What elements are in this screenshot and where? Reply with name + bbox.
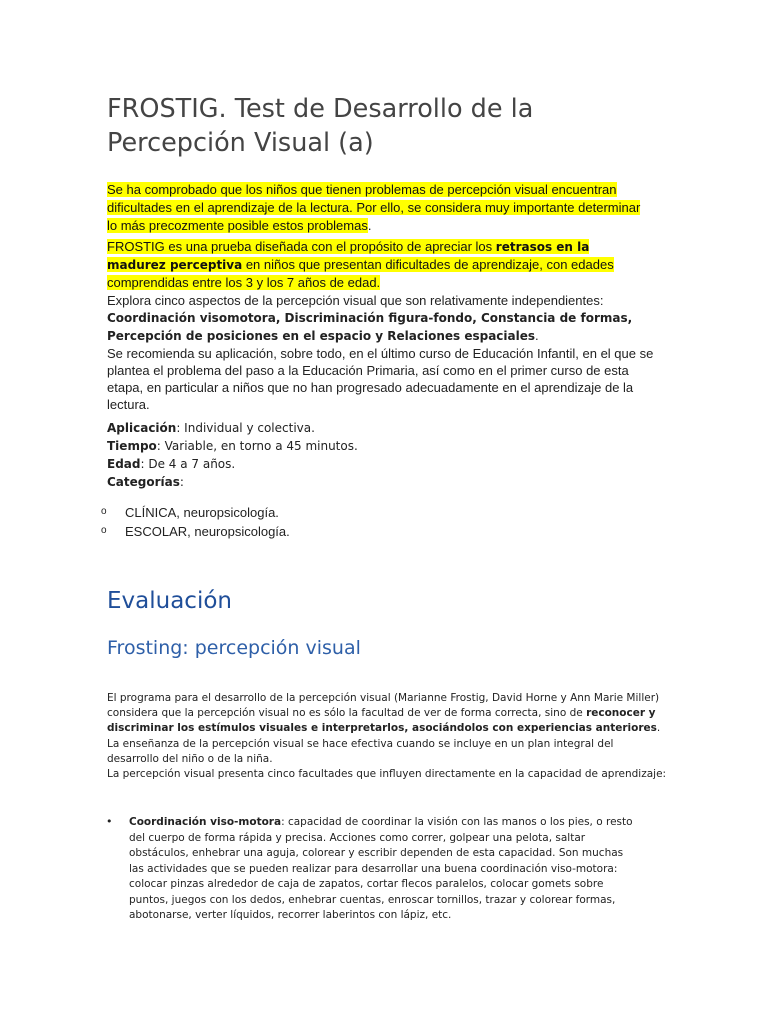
programa-paragraph: El programa para el desarrollo de la percepción visual (Marianne Frostig, David Horne y Ann Marie Miller) considera que la percepción visual no es sólo la facultad de ver de forma correcta, sino de reconocer y discriminar los estímulos visuales e interpretarlos, asociándolos con experiencias anteriores. La enseñanza de la percepción visual se hace efectiva cuando se incluye en un plan integral del desarrollo del niño o de la niña. xyxy=(107,692,661,765)
document-title: FROSTIG. Test de Desarrollo de la Percepción Visual (a) xyxy=(107,94,534,158)
list-item: o CLÍNICA, neuropsicología. xyxy=(101,503,290,522)
meta-edad: Edad: De 4 a 7 años. xyxy=(107,457,236,471)
list-item: • Coordinación viso-motora: capacidad de coordinar la visión con las manos o los pies, o resto del cuerpo de forma rápida y precisa. Acciones como correr, golpear una pelota, saltar obstáculos, enhebrar una aguja, colorear y escribir dependen de esta capacidad. Son muchas las actividades que se pueden realizar para desarrollar una buena coordinación viso-motora: colocar pinzas alrededor de caja de zapatos, cortar flecos paralelos, colocar gomets sobre puntos, juegos con los dedos, enhebrar cuentas, enroscar tornillos, trazar y colorear formas, abotonarse, verter líquidos, recorrer laberintos con lápiz, etc. xyxy=(106,815,633,921)
circle-bullet-icon: o xyxy=(101,525,107,536)
frosting-heading: Frosting: percepción visual xyxy=(107,637,361,659)
meta-tiempo: Tiempo: Variable, en torno a 45 minutos. xyxy=(107,439,358,453)
aspects-bold: Coordinación visomotora, Discriminación figura-fondo, Constancia de formas, Percepción de posiciones en el espacio y Relaciones espaciales xyxy=(107,311,633,343)
meta-aplicacion: Aplicación: Individual y colectiva. xyxy=(107,421,315,435)
test-metadata xyxy=(107,419,358,491)
programa-bold: reconocer y discriminar los estímulos visuales e interpretarlos, asociándolos con experiencias anteriores xyxy=(107,707,657,735)
evaluacion-heading: Evaluación xyxy=(107,588,232,614)
categories-list xyxy=(101,503,290,541)
meta-categorias: Categorías: xyxy=(107,475,184,489)
circle-bullet-icon: o xyxy=(101,506,107,517)
explora-paragraph: Explora cinco aspectos de la percepción visual que son relativamente independientes: Coordinación visomotora, Discriminación figura-fondo, Constancia de formas, Percepción de posiciones en el espacio y Relaciones espaciales. xyxy=(107,293,633,343)
bold-phrase: retrasos en la madurez perceptiva xyxy=(107,240,590,272)
intro-paragraph-1: Se ha comprobado que los niños que tienen problemas de percepción visual encuentran dificultades en el aprendizaje de la lectura. Por ello, se considera muy importante determinar lo más precozmente posible estos problemas. xyxy=(107,182,641,233)
intro-paragraph-2: FROSTIG es una prueba diseñada con el propósito de apreciar los retrasos en la madurez perceptiva en niños que presentan dificultades de aprendizaje, con edades comprendidas entre los 3 y los 7 años de edad. xyxy=(107,239,614,290)
recomienda-paragraph: Se recomienda su aplicación, sobre todo, en el último curso de Educación Infantil, en el que se plantea el problema del paso a la Educación Primaria, así como en el primer curso de esta etapa, en particular a niños que no han progresado adecuadamente en el aprendizaje de la lectura. xyxy=(107,346,654,412)
coord-bold: Coordinación viso-motora xyxy=(129,816,282,828)
cinco-paragraph: La percepción visual presenta cinco facultades que influyen directamente en la capacidad de aprendizaje: xyxy=(107,768,667,780)
highlighted-text: Se ha comprobado que los niños que tienen problemas de percepción visual encuentran dificultades en el aprendizaje de la lectura. Por ello, se considera muy importante determinar lo más precozmente posible estos problemas xyxy=(107,182,641,233)
list-item: o ESCOLAR, neuropsicología. xyxy=(101,522,290,541)
disc-bullet-icon: • xyxy=(106,815,113,828)
